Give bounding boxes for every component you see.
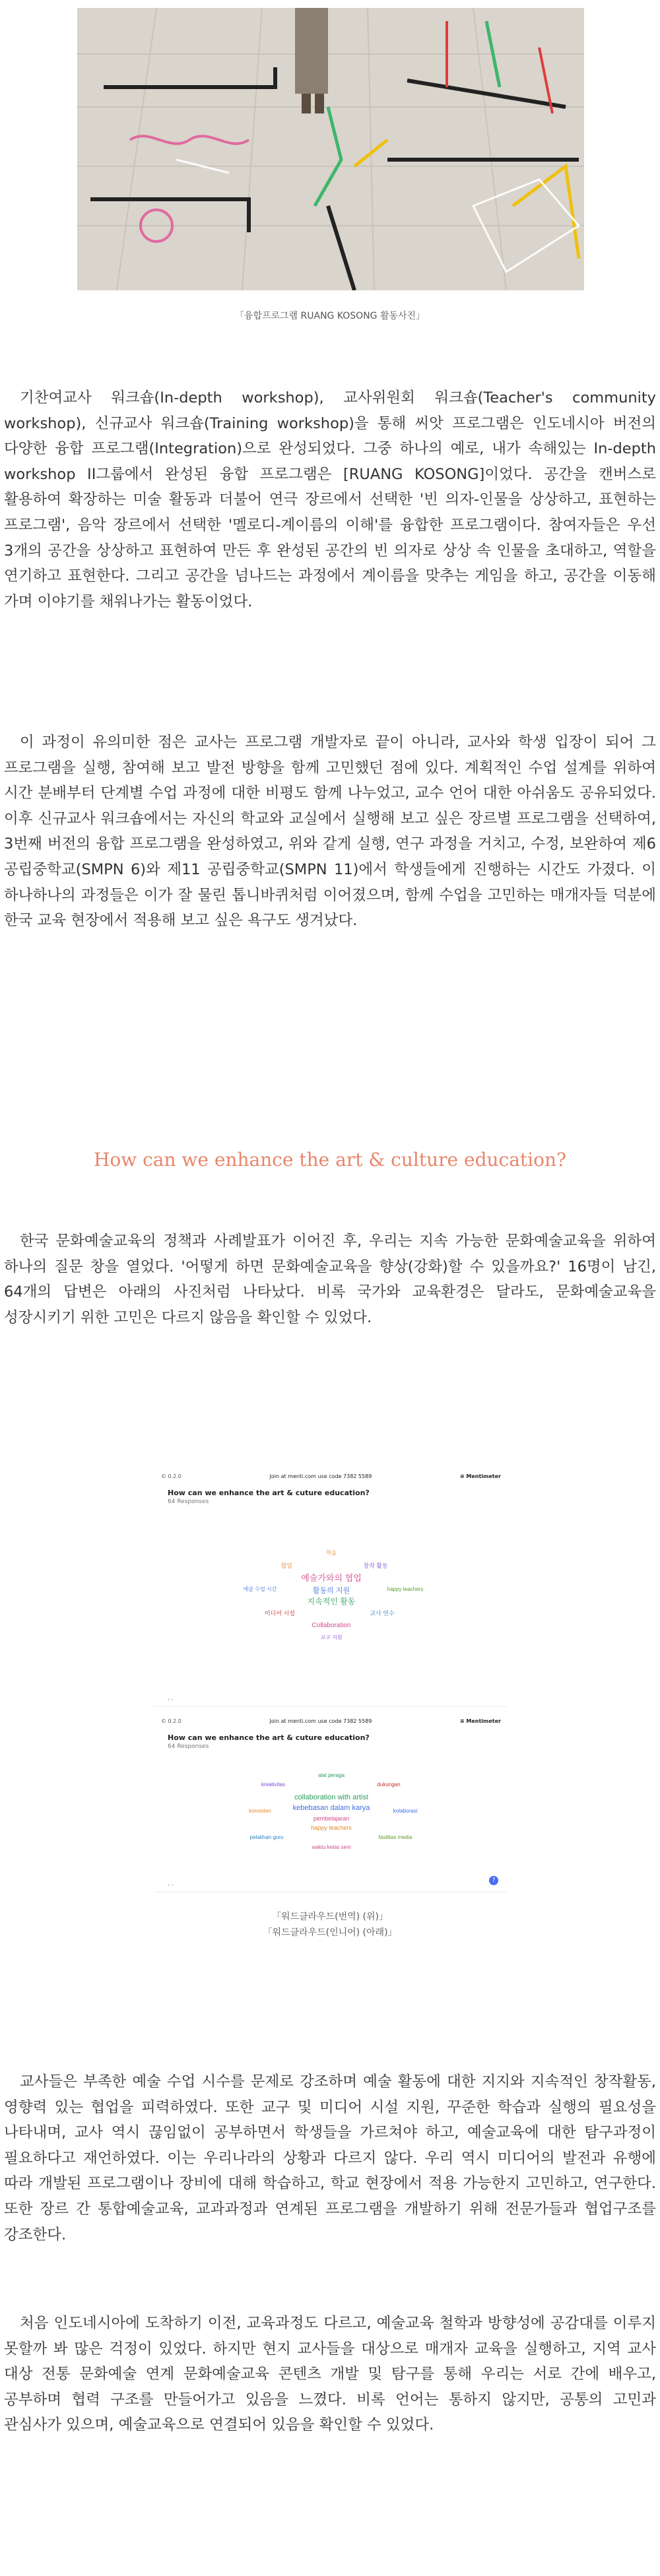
cloud-word: kolaborasi	[393, 1808, 418, 1814]
wordcloud-screenshot-korean	[154, 1469, 508, 1707]
cloud-word: 지속적인 활동	[307, 1597, 356, 1606]
menti-join-code: Join at menti.com use code 7382 5589	[269, 1473, 372, 1479]
cloud-word: fasilitas media	[378, 1834, 412, 1840]
activity-photo	[77, 8, 584, 290]
cloud-word: dukungan	[377, 1782, 401, 1787]
wordcloud-screenshot-indonesian	[154, 1714, 508, 1892]
cloud-word: Collaboration	[312, 1622, 351, 1629]
cloud-word: pelatihan guru	[249, 1834, 284, 1840]
menti-response-count: 64 Responses	[168, 1498, 209, 1505]
cloud-word: 창작 활동	[363, 1562, 388, 1569]
paragraph-3: 한국 문화예술교육의 정책과 사례발표가 이어진 후, 우리는 지속 가능한 문화예술교육을 위하여 하나의 질문 창을 열었다. '어떻게 하면 문화예술교육을 향상(강화)할 수 있을까요?' 16명이 남긴, 64개의 답변은 아래의 사진처럼 나타났다. 비록 국가와 교육환경은 달라도, 문화예술교육을 성장시키기 위한 고민은 다르지 않음을 확인할 수 있었다.	[4, 1233, 656, 1326]
menti-response-count: 64 Responses	[168, 1743, 209, 1750]
menti-nav-controls[interactable]: ‹ ›	[168, 1882, 174, 1888]
word-cloud	[154, 1714, 508, 1892]
cloud-word: 협업	[280, 1562, 292, 1569]
cloud-word: konsisten	[249, 1808, 271, 1814]
help-icon[interactable]: ?	[489, 1876, 498, 1885]
paragraph-5: 처음 인도네시아에 도착하기 이전, 교육과정도 다르고, 예술교육 철학과 방향성에 공감대를 이루지 못할까 봐 많은 걱정이 있었다. 하지만 현지 교사들을 대상으로 매개자 교육을 실행하고, 지역 교사 대상 전통 문화예술 연계 문화예술교육 콘텐츠 개발 및 탐구를 통해 우리는 서로 간에 배우고, 공부하며 협력 구조를 만들어가고 있음을 느꼈다. 비록 언어는 통하지 않지만, 공통의 고민과 관심사가 있으며, 예술교육으로 연결되어 있음을 확인할 수 있었다.	[4, 2315, 656, 2434]
cloud-word: happy teachers	[311, 1824, 352, 1831]
word-cloud	[154, 1469, 508, 1706]
cloud-word: 예술가와의 협업	[301, 1573, 362, 1583]
wordcloud-caption-top: 「워드클라우드(번역) (위)」	[271, 1912, 388, 1922]
cloud-word: happy teachers	[387, 1586, 424, 1592]
paragraph-4: 교사들은 부족한 예술 수업 시수를 문제로 강조하며 예술 활동에 대한 지지와 지속적인 창작활동, 영향력 있는 협업을 피력하였다. 또한 교구 및 미디어 시설 지원, 꾸준한 학습과 실행의 필요성을 나타내며, 교사 역시 끊임없이 공부하면서 학생들을 가르쳐야 하고, 예술교육에 대한 탐구과정이 필요하다고 재언하였다. 이는 우리나라의 상황과 다르지 않다. 우리 역시 미디어의 발전과 유행에 따라 개발된 프로그램이나 장비에 대해 학습하고, 학교 현장에서 적용 가능한지 고민하고, 연구한다. 또한 장르 간 통합예술교육, 교과과정과 연계된 프로그램을 개발하기 위해 전문가들과 협업구조를 강조한다.	[4, 2073, 656, 2243]
section-heading: How can we enhance the art & culture education?	[93, 1149, 567, 1171]
menti-question: How can we enhance the art & cuture education?	[168, 1489, 370, 1497]
paragraph-2: 이 과정이 유의미한 점은 교사는 프로그램 개발자로 끝이 아니라, 교사와 학생 입장이 되어 그 프로그램을 실행, 참여해 보고 발전 방향을 함께 고민했던 점에 있다. 계획적인 수업 설계를 위하여 시간 분배부터 단계별 수업 과정에 대한 비평도 함께 나누었고, 교수 언어 대한 아쉬움도 공유되었다. 이후 신규교사 워크숍에서는 자신의 학교와 교실에서 실행해 보고 싶은 장르별 프로그램을 선택하여, 3번째 버전의 융합 프로그램을 완성하였고, 위와 같게 실행, 연구 과정을 거치고, 수정, 보완하여 제6 공립중학교(SMPN 6)와 제11 공립중학교(SMPN 11)에서 학생들에게 진행하는 시간도 가졌다. 이 하나하나의 과정들은 이가 잘 물린 톱니바퀴처럼 이어졌으며, 함께 수업을 고민하는 매개자들 덕분에 한국 교육 현장에서 적용해 보고 싶은 욕구도 생겨났다.	[4, 734, 656, 930]
menti-question: How can we enhance the art & cuture education?	[168, 1733, 370, 1742]
cloud-word: 미디어 시설	[265, 1610, 295, 1617]
cloud-word: waktu kelas seni	[312, 1844, 351, 1850]
mentimeter-logo: ≡ Mentimeter	[459, 1473, 501, 1479]
paragraph-1: 기찬여교사 워크숍(In-depth workshop), 교사위원회 워크숍(Teacher's community workshop), 신규교사 워크숍(Training workshop)을 통해 씨앗 프로그램은 인도네시아 버전의 다양한 융합 프로그램(Integration)으로 완성되었다. 그중 하나의 예로, 내가 속해있는 In-depth workshop II그룹에서 완성된 융합 프로그램은 [RUANG KOSONG]이었다. 공간을 캔버스로 활용하여 확장하는 미술 활동과 더불어 연극 장르에서 선택한 '빈 의자-인물을 상상하고, 표현하는 프로그램', 음악 장르에서 선택한 '멜로디-계이름의 이해'를 융합한 프로그램이다. 참여자들은 우선 3개의 공간을 상상하고 표현하여 만든 후 완성된 공간의 빈 의자로 상상 속 인물을 초대하고, 역할을 연기하고 표현한다. 그리고 공간을 넘나드는 과정에서 계이름을 맞추는 게임을 하고, 공간을 이동해 가며 이야기를 채워나가는 활동이었다.	[4, 389, 656, 610]
cloud-word: kebebasan dalam karya	[292, 1804, 370, 1812]
cloud-word: kreativitas	[261, 1782, 286, 1787]
cloud-word: 활동의 지원	[312, 1587, 350, 1595]
wordcloud-caption-bottom: 「워드클라우드(인니어) (아래)」	[263, 1927, 397, 1938]
cloud-word: 교구 지원	[320, 1634, 343, 1640]
menti-corner: © 0.2.0	[161, 1473, 182, 1479]
mentimeter-logo: ≡ Mentimeter	[459, 1718, 501, 1724]
cloud-word: alat peraga	[317, 1772, 345, 1778]
cloud-word: 예술 수업 시간	[243, 1586, 277, 1592]
cloud-word: 학습	[326, 1550, 337, 1556]
cloud-word: 교사 연수	[370, 1610, 395, 1617]
cloud-word: collaboration with artist	[294, 1793, 368, 1801]
menti-corner: © 0.2.0	[161, 1718, 182, 1724]
photo-caption: 「융합프로그램 RUANG KOSONG 활동사진」	[234, 311, 426, 321]
menti-nav-controls[interactable]: ‹ ›	[168, 1696, 174, 1702]
cloud-word: pembelajaran	[313, 1815, 350, 1822]
menti-join-code: Join at menti.com use code 7382 5589	[269, 1718, 372, 1724]
wordcloud-captions	[0, 1909, 660, 1941]
